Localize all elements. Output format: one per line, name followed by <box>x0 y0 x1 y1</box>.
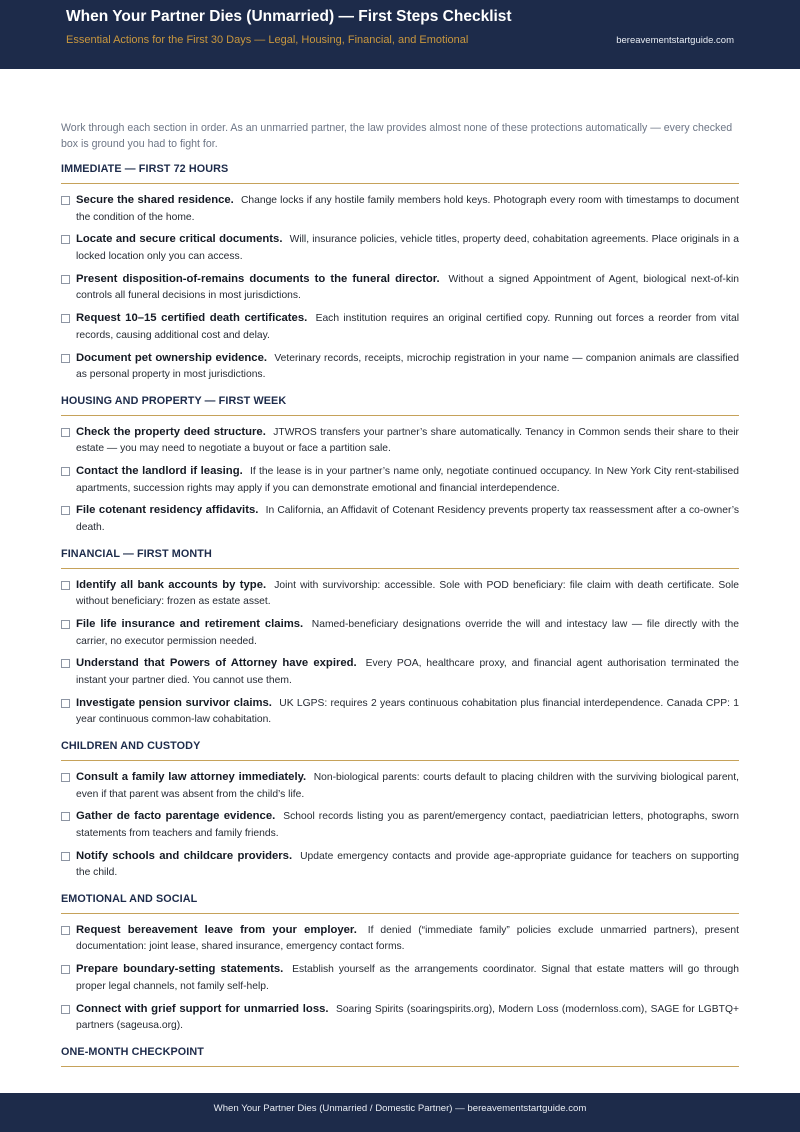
item-title: Consult a family law attorney immediately. <box>76 770 307 783</box>
checklist-items <box>61 569 739 729</box>
item-title: Connect with grief support for unmarried loss. <box>76 1002 329 1015</box>
checklist-item <box>61 655 739 689</box>
section-heading: HOUSING AND PROPERTY — FIRST WEEK <box>61 395 739 416</box>
checkbox[interactable] <box>61 235 70 244</box>
checkbox[interactable] <box>61 196 70 205</box>
checkbox[interactable] <box>61 620 70 629</box>
checklist-items <box>61 761 739 882</box>
checkbox[interactable] <box>61 659 70 668</box>
checkbox[interactable] <box>61 581 70 590</box>
checkbox[interactable] <box>61 812 70 821</box>
checklist-items <box>61 914 739 1035</box>
item-description: Joint with survivorship: accessible. Sole with POD beneficiary: file claim with death certificate. Sole without beneficiary: frozen as estate asset. <box>76 579 739 608</box>
item-description: Establish yourself as the arrangements coordinator. Signal that estate matters will go through proper legal channels, not family self-help. <box>76 964 739 992</box>
header-site-link[interactable]: bereavementstartguide.com <box>616 35 734 46</box>
checkbox[interactable] <box>61 428 70 437</box>
item-title: Present disposition-of-remains documents to the funeral director. <box>76 272 440 285</box>
item-title: Contact the landlord if leasing. <box>76 465 243 478</box>
checklist-item <box>61 502 739 536</box>
checklist-item <box>61 961 739 995</box>
item-description: If denied (“immediate family” policies exclude unmarried partners), present documentation: joint lease, shared insurance, emergency contact forms. <box>76 924 739 953</box>
item-title: Prepare boundary-setting statements. <box>76 963 284 976</box>
item-description: Every POA, healthcare proxy, and financial agent authorisation terminated the instant your partner died. You cannot use them. <box>76 658 739 686</box>
item-title: File cotenant residency affidavits. <box>76 504 259 517</box>
section-heading: EMOTIONAL AND SOCIAL <box>61 893 739 914</box>
checklist-items <box>61 1067 739 1075</box>
item-title: File life insurance and retirement claims. <box>76 618 304 630</box>
section-heading: IMMEDIATE — FIRST 72 HOURS <box>61 163 739 184</box>
checklist-item <box>61 231 739 265</box>
footer-text: When Your Partner Dies (Unmarried / Domestic Partner) — bereavementstartguide.com <box>213 1103 587 1114</box>
checklist-items <box>61 416 739 537</box>
checklist-item <box>61 271 739 305</box>
item-title: Investigate pension survivor claims. <box>76 696 272 709</box>
section-heading: CHILDREN AND CUSTODY <box>61 740 739 761</box>
checkbox[interactable] <box>61 314 70 323</box>
checkbox[interactable] <box>61 773 70 782</box>
intro-paragraph: Work through each section in order. As an unmarried partner, the law provides almost none of these protections automatically — every checked box is ground you had to fight for. <box>61 122 733 150</box>
item-description: Veterinary records, receipts, microchip registration in your name — companion animals are classified as personal property in most jurisdictions. <box>76 352 739 381</box>
item-title: Check the property deed structure. <box>76 425 266 438</box>
checklist-item <box>61 1001 739 1035</box>
checkbox[interactable] <box>61 926 70 935</box>
item-description: Named-beneficiary designations override the will and intestacy law — file directly with the carrier, no executor permission needed. <box>76 619 739 647</box>
item-title: Notify schools and childcare providers. <box>76 849 293 862</box>
checklist-item <box>61 424 739 458</box>
checklist-item <box>61 310 739 344</box>
item-description: School records listing you as parent/emergency contact, paediatrician letters, photographs, sworn statements from teachers and family friends. <box>76 811 739 839</box>
item-title: Gather de facto parentage evidence. <box>76 810 276 823</box>
section-heading: FINANCIAL — FIRST MONTH <box>61 548 739 569</box>
checkbox[interactable] <box>61 275 70 284</box>
section-heading: ONE-MONTH CHECKPOINT <box>61 1046 739 1067</box>
checklist-item <box>61 848 739 882</box>
checkbox[interactable] <box>61 506 70 515</box>
checklist-items <box>61 184 739 384</box>
item-description: Soaring Spirits (soaringspirits.org), Modern Loss (modernloss.com), SAGE for LGBTQ+ partners (sageusa.org). <box>76 1003 739 1032</box>
checklist-sections <box>61 163 739 1075</box>
item-title: Understand that Powers of Attorney have expired. <box>76 657 357 670</box>
checklist-item <box>61 808 739 842</box>
checklist-item <box>61 192 739 226</box>
checkbox[interactable] <box>61 354 70 363</box>
checklist-item <box>61 695 739 729</box>
checklist-body <box>61 120 739 1075</box>
checkbox[interactable] <box>61 965 70 974</box>
document-title: When Your Partner Dies (Unmarried) — First Steps Checklist <box>66 8 512 25</box>
item-description: Each institution requires an original certified copy. Running out forces a reorder from vital records, causing additional cost and delay. <box>76 313 739 341</box>
checkbox[interactable] <box>61 699 70 708</box>
checklist-item <box>61 616 739 650</box>
item-title: Locate and secure critical documents. <box>76 233 283 246</box>
item-description: Will, insurance policies, vehicle titles, property deed, cohabitation agreements. Place originals in a locked location only you can access. <box>76 234 739 262</box>
item-title: Document pet ownership evidence. <box>76 351 267 364</box>
checklist-item <box>61 463 739 497</box>
checkbox[interactable] <box>61 1005 70 1014</box>
checklist-item <box>61 922 739 956</box>
page-header <box>0 0 800 69</box>
checklist-item <box>61 769 739 803</box>
item-description: Without a signed Appointment of Agent, biological next-of-kin controls all funeral decisions in most jurisdictions. <box>76 273 739 302</box>
item-description: Change locks if any hostile family members hold keys. Photograph every room with timestamps to document the condition of the home. <box>76 195 739 223</box>
item-description: Non-biological parents: courts default to placing children with the surviving biological parent, even if that parent was absent from the child’s life. <box>76 771 739 800</box>
checklist-item <box>61 577 739 611</box>
item-description: UK LGPS: requires 2 years continuous cohabitation plus financial interdependence. Canada CPP: 1 year continuous common-law cohabitation. <box>76 697 739 726</box>
item-title: Identify all bank accounts by type. <box>76 578 267 591</box>
item-description: Update emergency contacts and provide age-appropriate guidance for teachers on supporting the child. <box>76 850 739 879</box>
item-title: Request 10–15 certified death certificates. <box>76 312 308 325</box>
document-subtitle: Essential Actions for the First 30 Days — Legal, Housing, Financial, and Emotional <box>66 34 469 46</box>
checkbox[interactable] <box>61 467 70 476</box>
item-description: In California, an Affidavit of Cotenant Residency prevents property tax reassessment after a co-owner’s death. <box>76 505 739 534</box>
item-title: Secure the shared residence. <box>76 194 234 206</box>
page-footer <box>0 1093 800 1132</box>
checkbox[interactable] <box>61 852 70 861</box>
item-description: JTWROS transfers your partner’s share automatically. Tenancy in Common sends their share to their estate — you may need to negotiate a buyout or face a partition sale. <box>76 426 739 455</box>
item-description: If the lease is in your partner’s name only, negotiate continued occupancy. In New York City rent-stabilised apartments, succession rights may apply if you can demonstrate emotional and financial interdependence. <box>76 466 739 494</box>
checklist-item <box>61 350 739 384</box>
item-title: Request bereavement leave from your employer. <box>76 923 357 936</box>
